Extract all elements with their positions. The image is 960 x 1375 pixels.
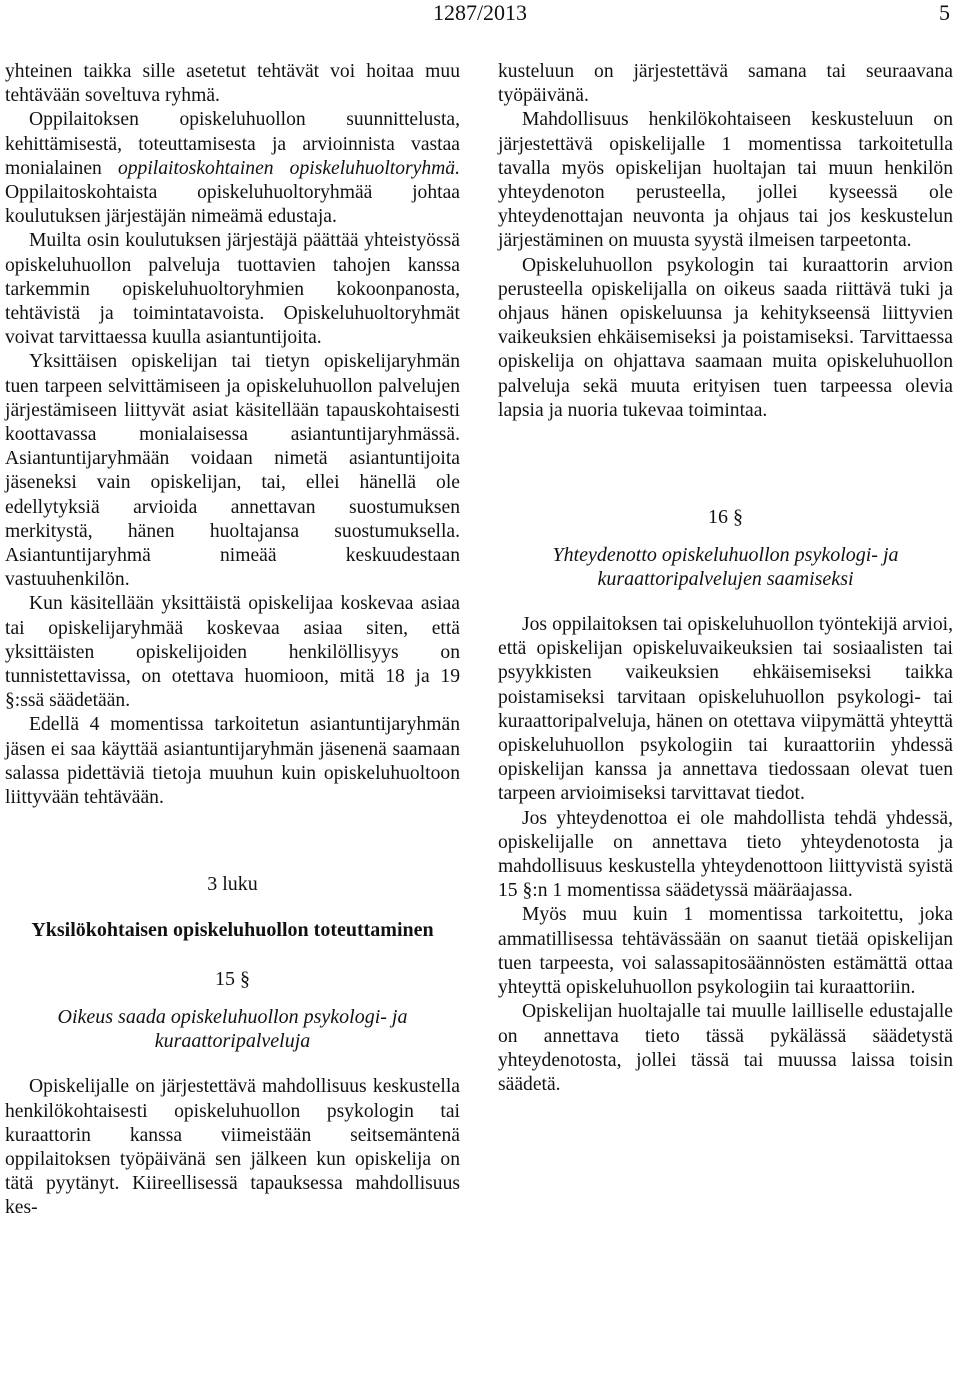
paragraph: Jos oppilaitoksen tai opiskeluhuollon työntekijä arvioi, että opiskelijan opiskeluvaikeuksien tai sosiaalisten tai psyykkisten vaikeuksien ehkäisemiseksi taikka poistamiseksi tarvitaan opiskeluhuollon psykologi- tai kuraattoripalveluja, hänen on otettava viipymättä yhteyttä opiskeluhuollon psykologiin tai kuraattoriin yhdessä opiskelijan kanssa ja annettava tiedossaan olevat tuen tarpeen arvioimiseksi tarvittavat tiedot. — [498, 614, 953, 805]
chapter-title: Yksilökohtaisen opiskeluhuollon toteuttaminen — [31, 919, 434, 942]
section-number: 15 § — [215, 968, 250, 991]
right-column — [498, 60, 953, 1097]
section-number: 16 § — [708, 506, 743, 529]
paragraph: yhteinen taikka sille asetetut tehtävät voi hoitaa muu tehtävään soveltuva ryhmä. — [5, 61, 460, 107]
page-number: 5 — [939, 0, 950, 25]
paragraph: Muilta osin koulutuksen järjestäjä päättää yhteistyössä opiskeluhuollon palveluja tuottavien tahojen kanssa tarkemmin opiskeluhuoltoryhmien kokoonpanosta, tehtävistä ja toimintatavoista. Opiskeluhuoltoryhmät voivat tarvittaessa kuulla asiantuntijoita. — [5, 230, 460, 349]
document-number: 1287/2013 — [432, 0, 528, 25]
chapter-heading: 3 luku — [207, 873, 258, 896]
paragraph: Opiskeluhuollon psykologin tai kuraattorin arvion perusteella opiskelijalla on oikeus saada riittävä tuki ja ohjaus hänen opiskeluunsa ja kehitykseensä liittyvien vaikeuksien ehkäisemiseksi ja poistamiseksi. Tarvittaessa opiskelija on ohjattava saamaan muita opiskeluhuollon palveluja sekä muuta erityisen tuen tarpeessa olevia lapsia ja nuoria tukevaa toimintaa. — [498, 254, 953, 421]
section-title: Oikeus saada opiskeluhuollon psykologi- ja kuraattoripalveluja — [57, 1006, 408, 1053]
paragraph: Mahdollisuus henkilökohtaiseen keskusteluun on järjestettävä opiskelijalle 1 momentissa tarkoitetulla tavalla myös opiskelijan huoltajan tai muun henkilön yhteydenoton perusteella, jollei kyseessä ole yhteydenottajan neuvonta ja ohjaus tai jos keskustelun järjestäminen on muusta syystä ilmeisen tarpeetonta. — [498, 109, 953, 252]
paragraph: Jos yhteydenottoa ei ole mahdollista tehdä yhdessä, opiskelijalle on annettava tieto yhteydenotosta ja mahdollisuus keskustella yhteydenottoon liittyvistä syistä 15 §:n 1 momentissa säädetyssä määräajassa. — [498, 807, 953, 902]
paragraph: Yksittäisen opiskelijan tai tietyn opiskelijaryhmän tuen tarpeen selvittämiseen ja opiskeluhuollon palvelujen järjestämiseen liittyvät asiat käsitellään tapauskohtaisesti koottavassa monialaisessa asiantuntijaryhmässä. Asiantuntijaryhmään voidaan nimetä asiantuntijoita jäseneksi vain opiskelijan, tai, ellei hänellä ole edellytyksiä arvioida annettavan suostumuksen merkitystä, hänen huoltajansa suostumuksella. Asiantuntijaryhmä nimeää keskuudestaan vastuuhenkilön. — [5, 351, 460, 591]
italic-term: oppilaitoskohtainen opiskeluhuoltoryhmä. — [117, 157, 461, 179]
page-header — [0, 0, 960, 40]
text-run: Oppilaitoskohtaista opiskeluhuoltoryhmää johtaa koulutuksen järjestäjän nimeämä edustaja. — [5, 182, 460, 228]
paragraph: Kun käsitellään yksittäistä opiskelijaa koskevaa asiaa tai opiskelijaryhmää koskevaa asiaa siten, että yksittäisten opiskelijoiden henkilöllisyys on tunnistettavissa, on otettava huomioon, mitä 18 ja 19 §:ssä säädetään. — [5, 593, 460, 712]
paragraph: kusteluun on järjestettävä samana tai seuraavana työpäivänä. — [498, 61, 953, 107]
paragraph: Opiskelijalle on järjestettävä mahdollisuus keskustella henkilökohtaisesti opiskeluhuollon psykologin tai kuraattorin kanssa viimeistään seitsemäntenä oppilaitoksen työpäivänä sen jälkeen kun opiskelija on tätä pyytänyt. Kiireellisessä tapauksessa mahdollisuus kes- — [5, 1076, 460, 1219]
paragraph: Opiskelijan huoltajalle tai muulle lailliselle edustajalle on annettava tieto tässä pykälässä säädetystä yhteydenotosta, jollei tässä tai muussa laissa toisin säädetä. — [498, 1001, 953, 1095]
paragraph: Myös muu kuin 1 momentissa tarkoitettu, joka ammatillisessa tehtävässään on saanut tietää opiskelijan tuen tarpeesta, voi salassapitosäännösten estämättä ottaa yhteyttä opiskeluhuollon psykologiin tai kuraattoriin. — [498, 904, 953, 999]
paragraph: Edellä 4 momentissa tarkoitetun asiantuntijaryhmän jäsen ei saa käyttää asiantuntijaryhmän jäsenenä saamaan salassa pidettäviä tietoja muuhun kuin opiskeluhuoltoon liittyvään tehtävään. — [5, 714, 460, 809]
paragraph — [5, 108, 460, 229]
left-column — [5, 60, 460, 1221]
section-title: Yhteydenotto opiskeluhuollon psykologi- ja kuraattoripalvelujen saamiseksi — [552, 544, 899, 591]
text-run: Oppilaitoksen opiskeluhuollon suunnittelusta, kehittämisestä, toteuttamisesta ja arvioinnista vastaa monialainen — [5, 109, 460, 179]
